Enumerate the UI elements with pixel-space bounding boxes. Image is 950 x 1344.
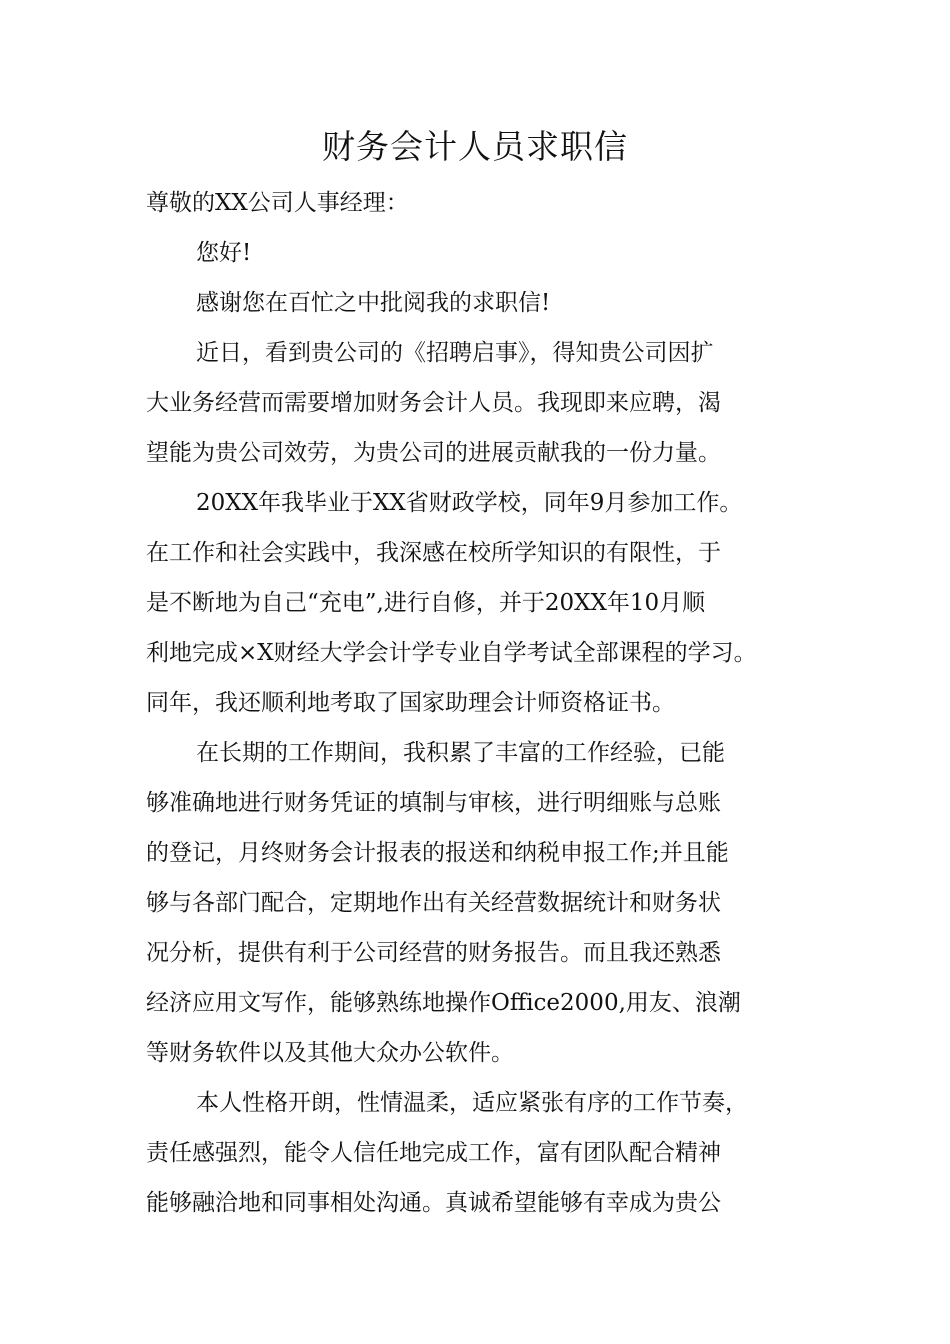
paragraph-line: 大业务经营而需要增加财务会计人员。我现即来应聘，渴 xyxy=(146,390,721,416)
paragraph-line: 本人性格开朗，性情温柔，适应紧张有序的工作节奏， xyxy=(196,1090,748,1116)
salutation-line: 尊敬的XX公司人事经理： xyxy=(146,190,409,216)
paragraph-line: 况分析，提供有利于公司经营的财务报告。而且我还熟悉 xyxy=(146,940,721,966)
letter-body xyxy=(146,178,826,1228)
paragraph-line: 在工作和社会实践中，我深感在校所学知识的有限性，于 xyxy=(146,540,721,566)
paragraph-line: 经济应用文写作，能够熟练地操作Office2000,用友、浪潮 xyxy=(146,990,741,1016)
paragraph-line: 利地完成×X财经大学会计学专业自学考试全部课程的学习。 xyxy=(146,640,757,666)
paragraph-line: 能够融洽地和同事相处沟通。真诚希望能够有幸成为贵公 xyxy=(146,1190,721,1216)
paragraph-line: 够准确地进行财务凭证的填制与审核，进行明细账与总账 xyxy=(146,790,721,816)
document-title: 财务会计人员求职信 xyxy=(322,127,628,166)
greeting-line: 您好! xyxy=(196,240,252,266)
paragraph-line: 20XX年我毕业于XX省财政学校，同年9月参加工作。 xyxy=(196,490,743,516)
paragraph-line: 责任感强烈，能令人信任地完成工作，富有团队配合精神 xyxy=(146,1140,721,1166)
paragraph-line: 在长期的工作期间，我积累了丰富的工作经验，已能 xyxy=(196,740,725,766)
paragraph-line: 近日，看到贵公司的《招聘启事》，得知贵公司因扩 xyxy=(196,340,714,366)
paragraph-line: 的登记，月终财务会计报表的报送和纳税申报工作;并且能 xyxy=(146,840,729,866)
paragraph-line: 是不断地为自己“充电”,进行自修，并于20XX年10月顺 xyxy=(146,590,706,616)
paragraph-line: 等财务软件以及其他大众办公软件。 xyxy=(146,1040,514,1066)
paragraph-line: 望能为贵公司效劳，为贵公司的进展贡献我的一份力量。 xyxy=(146,440,721,466)
paragraph-line: 同年，我还顺利地考取了国家助理会计师资格证书。 xyxy=(146,690,675,716)
paragraph-line: 够与各部门配合，定期地作出有关经营数据统计和财务状 xyxy=(146,890,721,916)
thanks-line: 感谢您在百忙之中批阅我的求职信! xyxy=(196,290,551,316)
